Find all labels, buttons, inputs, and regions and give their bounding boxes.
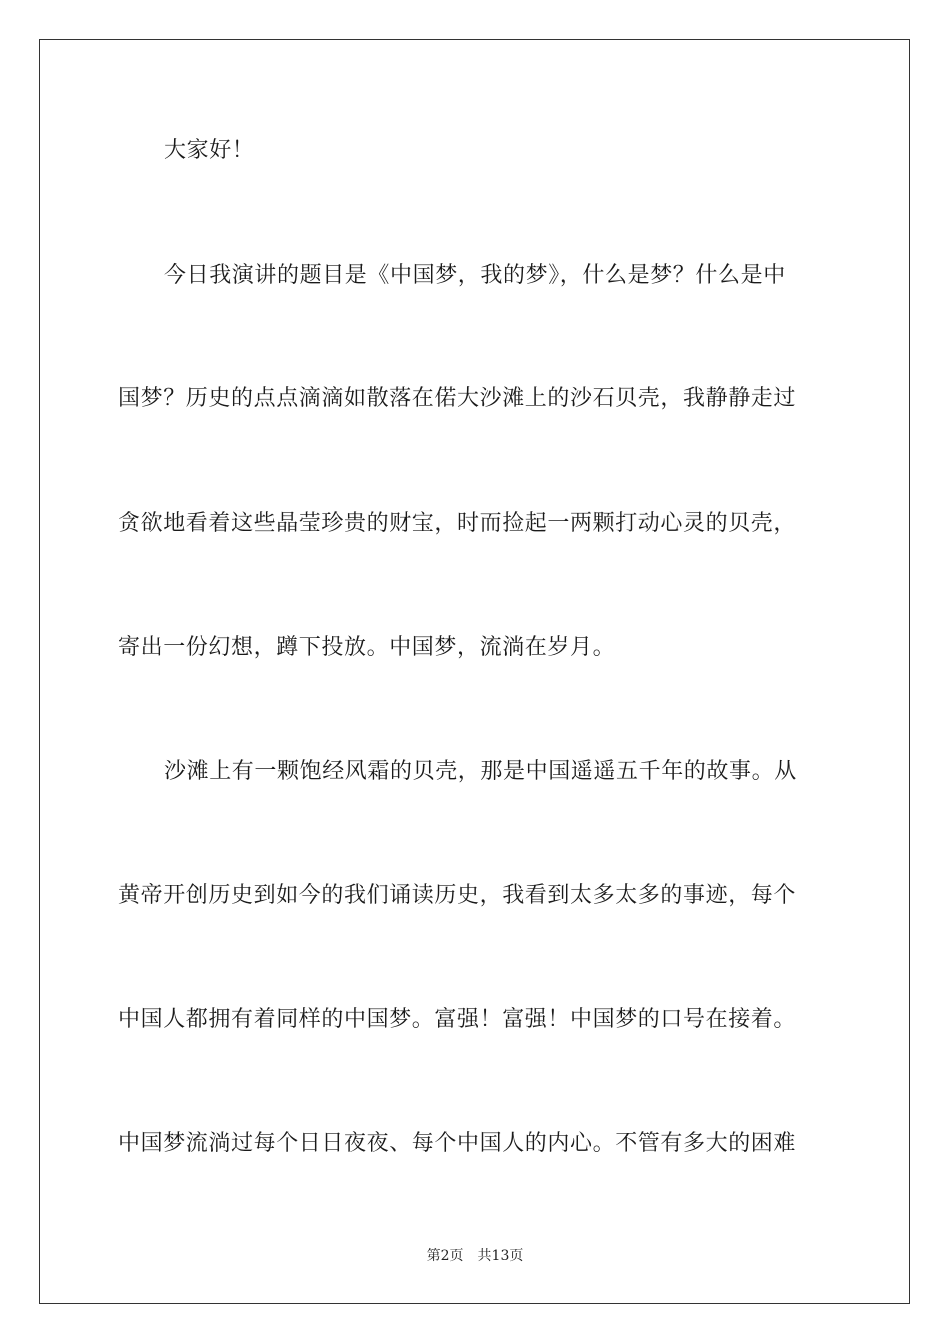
- page-footer: [0, 1247, 950, 1265]
- paragraph-line: 贪欲地看着这些晶莹珍贵的财宝，时而捡起一两颗打动心灵的贝壳，: [118, 511, 797, 536]
- paragraph-line: 寄出一份幻想，蹲下投放。中国梦，流淌在岁月。: [118, 635, 616, 660]
- paragraph-line: 黄帝开创历史到如今的我们诵读历史，我看到太多太多的事迹，每个: [118, 883, 797, 908]
- page-border: [39, 39, 910, 1304]
- paragraph-line: 今日我演讲的题目是《中国梦，我的梦》，什么是梦？什么是中: [164, 263, 786, 288]
- page-number: 第2页: [426, 1248, 464, 1264]
- paragraph-line: 中国人都拥有着同样的中国梦。富强！富强！中国梦的口号在接着。: [118, 1007, 797, 1032]
- paragraph-line: 沙滩上有一颗饱经风霜的贝壳，那是中国遥遥五千年的故事。从: [164, 759, 797, 784]
- paragraph-line: 中国梦流淌过每个日日夜夜、每个中国人的内心。不管有多大的困难: [118, 1131, 797, 1156]
- page-total: 共13页: [477, 1248, 524, 1264]
- greeting-line: 大家好！: [164, 138, 255, 163]
- paragraph-line: 国梦？历史的点点滴滴如散落在偌大沙滩上的沙石贝壳，我静静走过: [118, 386, 797, 411]
